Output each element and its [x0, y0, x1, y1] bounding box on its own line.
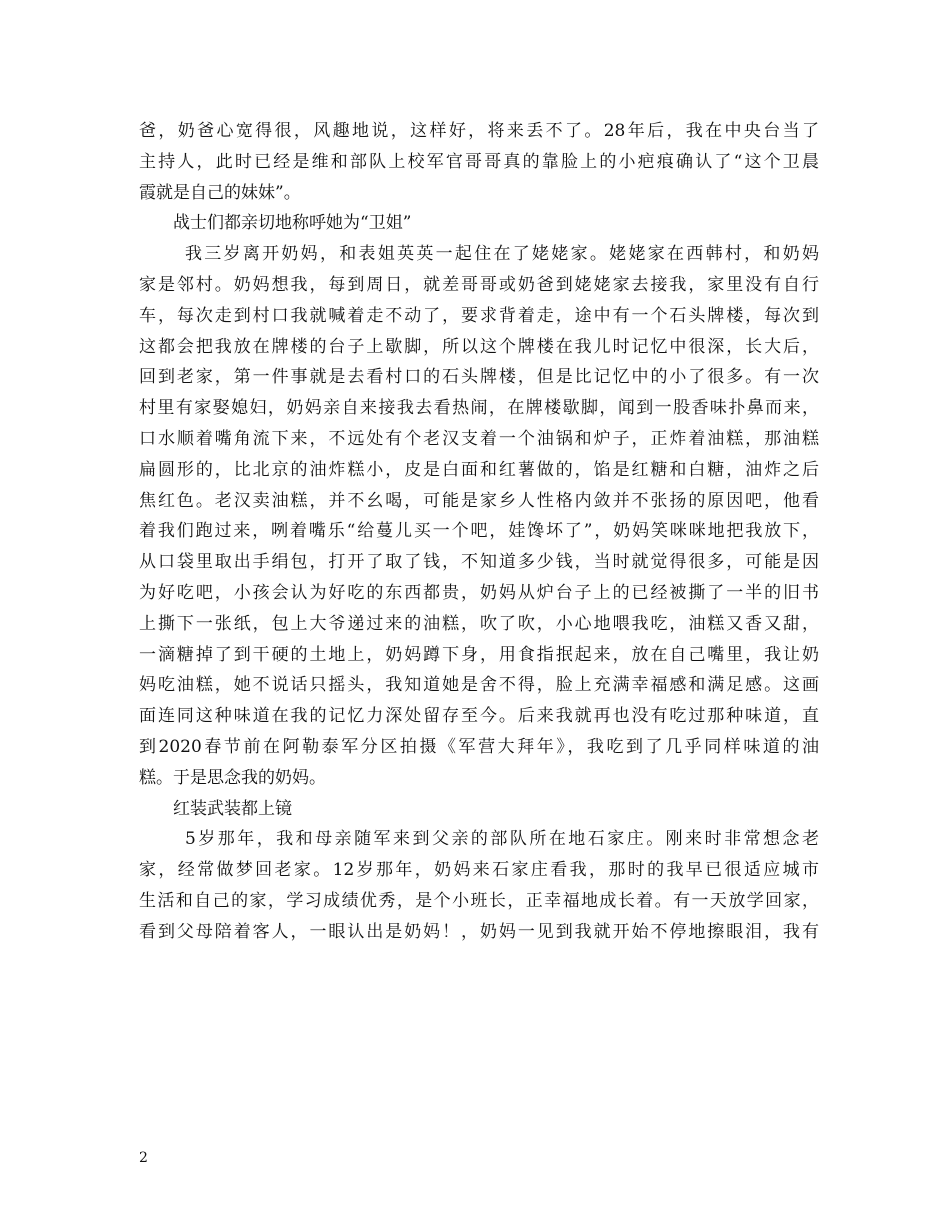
- text-line: 口水顺着嘴角流下来，不远处有个老汉支着一个油锅和炉子，正炸着油糕，那油糕: [139, 428, 819, 449]
- text-line: 家，经常做梦回老家。12岁那年，奶妈来石家庄看我，那时的我早已很适应城市: [139, 860, 819, 881]
- text-line: 从口袋里取出手绢包，打开了取了钱，不知道多少钱，当时就觉得很多，可能是因: [139, 552, 819, 573]
- text-line: 这都会把我放在牌楼的台子上歇脚，所以这个牌楼在我儿时记忆中很深，长大后，: [139, 336, 819, 357]
- text-line: 糕。于是思念我的奶妈。: [139, 767, 326, 788]
- text-line: 着我们跑过来，咧着嘴乐“给蔓儿买一个吧，娃馋坏了”，奶妈笑咪咪地把我放下，: [139, 521, 819, 542]
- text-line: 霞就是自己的妹妹”。: [139, 182, 301, 203]
- text-line: 到2020春节前在阿勒泰军分区拍摄《军营大拜年》，我吃到了几乎同样味道的油: [139, 736, 819, 757]
- document-body: [139, 116, 819, 948]
- text-line: 家是邻村。奶妈想我，每到周日，就差哥哥或奶爸到姥姥家去接我，家里没有自行: [139, 274, 819, 295]
- text-line: 主持人，此时已经是维和部队上校军官哥哥真的靠脸上的小疤痕确认了“这个卫晨: [139, 151, 819, 172]
- text-line: 为好吃吧，小孩会认为好吃的东西都贵，奶妈从炉台子上的已经被撕了一半的旧书: [139, 582, 819, 603]
- text-line: 面连同这种味道在我的记忆力深处留存至今。后来我就再也没有吃过那种味道，直: [139, 706, 819, 727]
- text-line: 回到老家，第一件事就是去看村口的石头牌楼，但是比记忆中的小了很多。有一次: [139, 367, 819, 388]
- text-line: 焦红色。老汉卖油糕，并不幺喝，可能是家乡人性格内敛并不张扬的原因吧，他看: [139, 490, 819, 511]
- text-line: 扁圆形的，比北京的油炸糕小，皮是白面和红薯做的，馅是红糖和白糖，油炸之后: [139, 459, 819, 480]
- text-line: 爸，奶爸心宽得很，风趣地说，这样好，将来丢不了。28年后，我在中央台当了: [139, 121, 819, 141]
- text-line: 5岁那年，我和母亲随军来到父亲的部队所在地石家庄。刚来时非常想念老: [185, 829, 819, 850]
- section-heading: 红装武装都上镜: [173, 798, 292, 819]
- text-line: 生活和自己的家，学习成绩优秀，是个小班长，正幸福地成长着。有一天放学回家，: [139, 890, 819, 911]
- text-line: 上撕下一张纸，包上大爷递过来的油糕，吹了吹，小心地喂我吃，油糕又香又甜，: [139, 613, 819, 634]
- text-line: 妈吃油糕，她不说话只摇头，我知道她是舍不得，脸上充满幸福感和满足感。这画: [139, 675, 819, 696]
- text-line: 我三岁离开奶妈，和表姐英英一起住在了姥姥家。姥姥家在西韩村，和奶妈: [185, 244, 819, 265]
- text-line: 看到父母陪着客人，一眼认出是奶妈！，奶妈一见到我就开始不停地擦眼泪，我有: [139, 921, 819, 942]
- page-number: 2: [139, 1150, 148, 1166]
- text-line: 车，每次走到村口我就喊着走不动了，要求背着走，途中有一个石头牌楼，每次到: [139, 305, 819, 326]
- section-heading: 战士们都亲切地称呼她为“卫姐”: [173, 213, 412, 234]
- text-line: 一滴糖掉了到干硬的土地上，奶妈蹲下身，用食指抿起来，放在自己嘴里，我让奶: [139, 644, 819, 665]
- text-line: 村里有家娶媳妇，奶妈亲自来接我去看热闹，在牌楼歇脚，闻到一股香味扑鼻而来，: [139, 398, 819, 419]
